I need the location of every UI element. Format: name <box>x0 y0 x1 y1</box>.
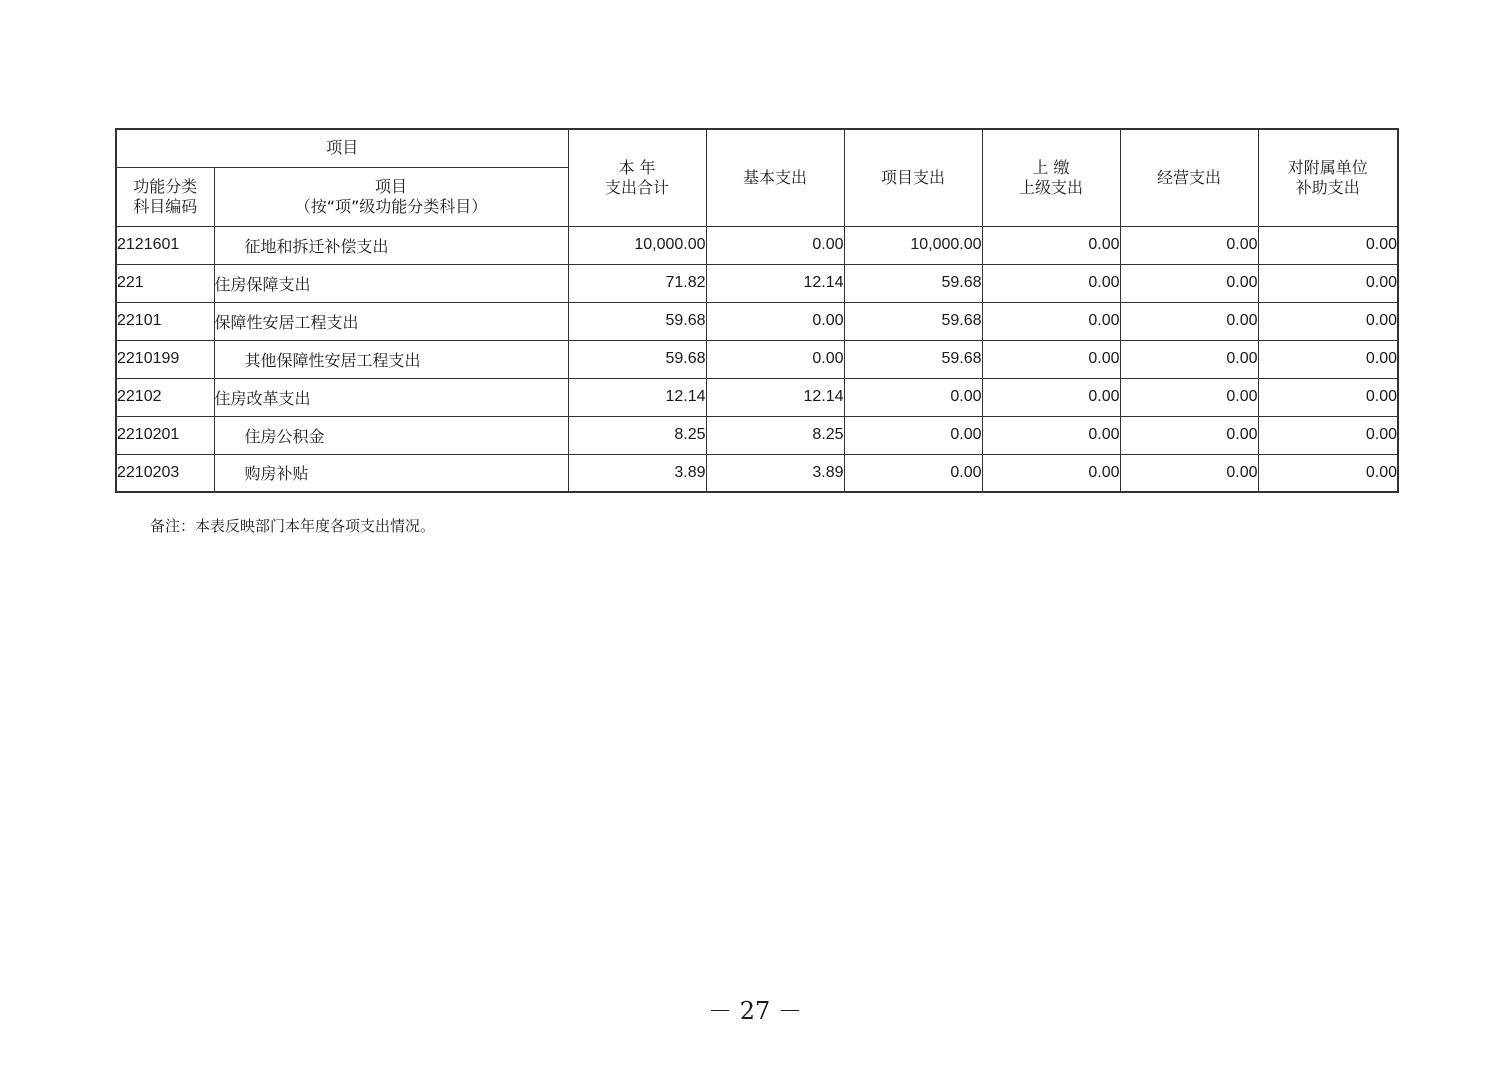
cell-code: 2121601 <box>116 226 214 264</box>
cell-code: 2210203 <box>116 454 214 492</box>
cell-subsidiary: 0.00 <box>1258 416 1398 454</box>
cell-business: 0.00 <box>1120 416 1258 454</box>
cell-business: 0.00 <box>1120 454 1258 492</box>
cell-total: 59.68 <box>568 340 706 378</box>
header-basic-expenditure: 基本支出 <box>706 129 844 226</box>
cell-business: 0.00 <box>1120 378 1258 416</box>
cell-upper: 0.00 <box>982 302 1120 340</box>
cell-total: 12.14 <box>568 378 706 416</box>
cell-project: 59.68 <box>844 302 982 340</box>
table-row <box>116 264 1398 302</box>
header-item-name: 项目 （按“项”级功能分类科目） <box>214 167 568 226</box>
cell-basic: 0.00 <box>706 302 844 340</box>
header-function-code: 功能分类 科目编码 <box>116 167 214 226</box>
cell-upper: 0.00 <box>982 454 1120 492</box>
header-subsidiary-subsidy: 对附属单位 补助支出 <box>1258 129 1398 226</box>
cell-business: 0.00 <box>1120 302 1258 340</box>
cell-project: 10,000.00 <box>844 226 982 264</box>
cell-basic: 12.14 <box>706 378 844 416</box>
cell-name: 征地和拆迁补偿支出 <box>214 226 568 264</box>
cell-project: 0.00 <box>844 416 982 454</box>
header-upper-level-payment: 上 缴 上级支出 <box>982 129 1120 226</box>
cell-subsidiary: 0.00 <box>1258 340 1398 378</box>
cell-upper: 0.00 <box>982 378 1120 416</box>
cell-name: 购房补贴 <box>214 454 568 492</box>
cell-total: 8.25 <box>568 416 706 454</box>
cell-project: 59.68 <box>844 340 982 378</box>
cell-code: 22101 <box>116 302 214 340</box>
cell-code: 2210201 <box>116 416 214 454</box>
cell-name: 住房改革支出 <box>214 378 568 416</box>
header-project-group: 项目 <box>116 129 568 167</box>
cell-basic: 8.25 <box>706 416 844 454</box>
cell-basic: 3.89 <box>706 454 844 492</box>
header-total-expenditure: 本 年 支出合计 <box>568 129 706 226</box>
page-number: － 27 － <box>708 997 802 1025</box>
cell-project: 0.00 <box>844 454 982 492</box>
cell-upper: 0.00 <box>982 340 1120 378</box>
cell-project: 0.00 <box>844 378 982 416</box>
cell-name: 保障性安居工程支出 <box>214 302 568 340</box>
table-footnote: 备注：本表反映部门本年度各项支出情况。 <box>150 517 436 535</box>
cell-name: 其他保障性安居工程支出 <box>214 340 568 378</box>
table-row <box>116 378 1398 416</box>
cell-subsidiary: 0.00 <box>1258 264 1398 302</box>
table-row <box>116 226 1398 264</box>
cell-code: 22102 <box>116 378 214 416</box>
cell-subsidiary: 0.00 <box>1258 378 1398 416</box>
header-project-expenditure: 项目支出 <box>844 129 982 226</box>
cell-name: 住房保障支出 <box>214 264 568 302</box>
cell-code: 221 <box>116 264 214 302</box>
cell-project: 59.68 <box>844 264 982 302</box>
table-row <box>116 340 1398 378</box>
cell-name: 住房公积金 <box>214 416 568 454</box>
cell-business: 0.00 <box>1120 264 1258 302</box>
table-row <box>116 302 1398 340</box>
header-business-expenditure: 经营支出 <box>1120 129 1258 226</box>
cell-total: 59.68 <box>568 302 706 340</box>
cell-upper: 0.00 <box>982 226 1120 264</box>
cell-upper: 0.00 <box>982 416 1120 454</box>
cell-basic: 0.00 <box>706 340 844 378</box>
expenditure-table <box>115 128 1399 493</box>
cell-subsidiary: 0.00 <box>1258 454 1398 492</box>
cell-subsidiary: 0.00 <box>1258 302 1398 340</box>
cell-business: 0.00 <box>1120 340 1258 378</box>
table-row <box>116 454 1398 492</box>
cell-business: 0.00 <box>1120 226 1258 264</box>
cell-total: 3.89 <box>568 454 706 492</box>
cell-upper: 0.00 <box>982 264 1120 302</box>
cell-total: 10,000.00 <box>568 226 706 264</box>
cell-total: 71.82 <box>568 264 706 302</box>
cell-code: 2210199 <box>116 340 214 378</box>
table-row <box>116 416 1398 454</box>
cell-basic: 12.14 <box>706 264 844 302</box>
cell-basic: 0.00 <box>706 226 844 264</box>
cell-subsidiary: 0.00 <box>1258 226 1398 264</box>
